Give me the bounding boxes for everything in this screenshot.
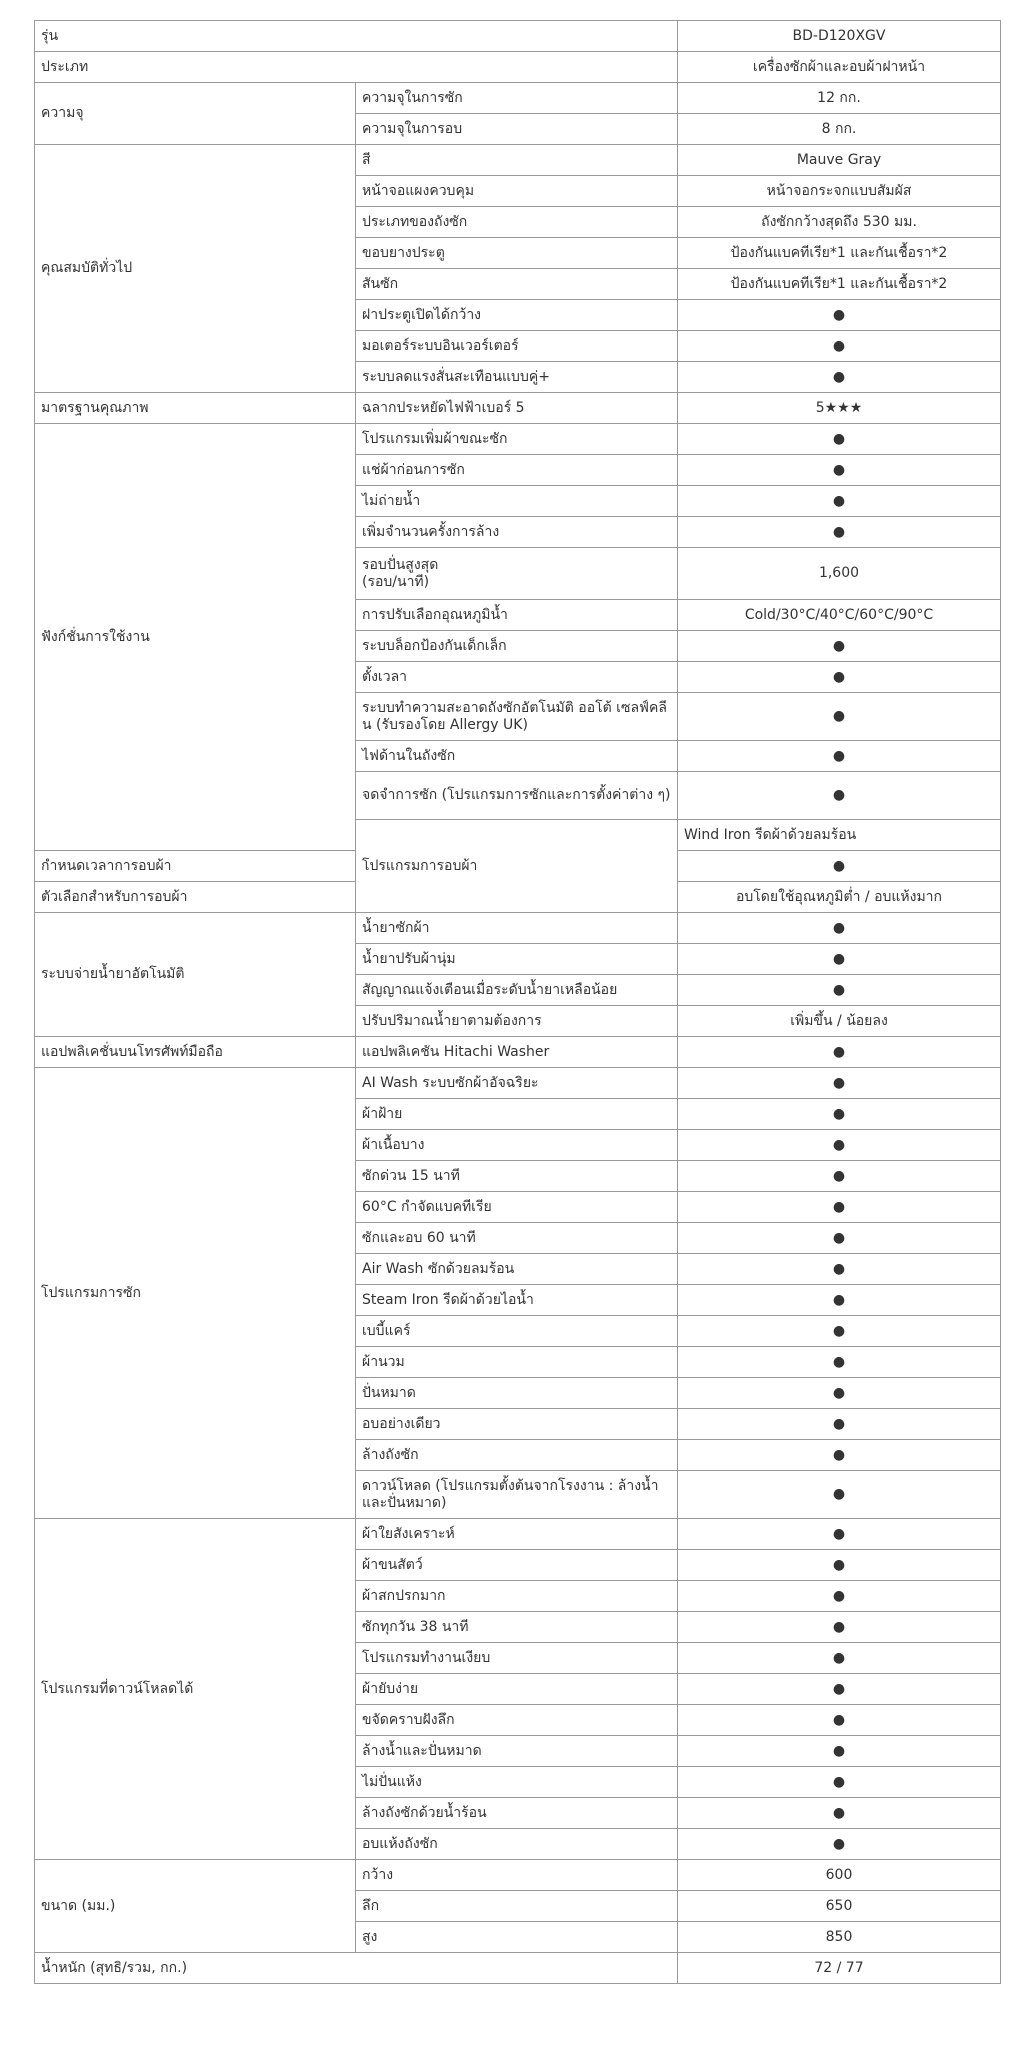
spec-feature: ระบบทำความสะอาดถังซักอัตโนมัติ ออโต้ เซลฟ์คลีน (รับรองโดย Allergy UK) — [356, 693, 678, 741]
spec-value-bullet: ● — [678, 1161, 1001, 1192]
spec-value-bullet: ● — [678, 362, 1001, 393]
spec-value: 5★★★ — [678, 393, 1001, 424]
spec-value-bullet: ● — [678, 693, 1001, 741]
spec-feature: ซักทุกวัน 38 นาที — [356, 1612, 678, 1643]
spec-value: เพิ่มขึ้น / น้อยลง — [678, 1006, 1001, 1037]
spec-value-bullet: ● — [678, 300, 1001, 331]
spec-value-bullet: ● — [678, 331, 1001, 362]
spec-feature: เบบี้แคร์ — [356, 1316, 678, 1347]
spec-value-bullet: ● — [678, 1643, 1001, 1674]
spec-value-bullet: ● — [678, 741, 1001, 772]
spec-feature: รอบปั่นสูงสุด (รอบ/นาที) — [356, 548, 678, 600]
spec-feature: ฝาประตูเปิดได้กว้าง — [356, 300, 678, 331]
spec-feature: หน้าจอแผงควบคุม — [356, 176, 678, 207]
spec-category: มาตรฐานคุณภาพ — [35, 393, 356, 424]
spec-value-bullet: ● — [678, 1130, 1001, 1161]
spec-feature: ความจุในการซัก — [356, 83, 678, 114]
spec-feature: ตั้งเวลา — [356, 662, 678, 693]
spec-value-bullet: ● — [678, 1068, 1001, 1099]
spec-value-bullet: ● — [678, 1099, 1001, 1130]
spec-feature: ไม่ปั่นแห้ง — [356, 1767, 678, 1798]
spec-row — [35, 424, 1001, 455]
spec-value: Mauve Gray — [678, 145, 1001, 176]
spec-feature: โปรแกรมทำงานเงียบ — [356, 1643, 678, 1674]
spec-feature: ระบบล็อกป้องกันเด็กเล็ก — [356, 631, 678, 662]
spec-category: คุณสมบัติทั่วไป — [35, 145, 356, 393]
spec-value: อบโดยใช้อุณหภูมิต่ำ / อบแห้งมาก — [678, 882, 1001, 913]
spec-feature: ปรับปริมาณน้ำยาตามต้องการ — [356, 1006, 678, 1037]
spec-row — [35, 1860, 1001, 1891]
spec-table — [34, 20, 1001, 1984]
spec-value-bullet: ● — [678, 662, 1001, 693]
spec-value: 850 — [678, 1922, 1001, 1953]
spec-value-bullet: ● — [678, 1736, 1001, 1767]
spec-value-bullet: ● — [678, 424, 1001, 455]
spec-feature: กำหนดเวลาการอบผ้า — [35, 851, 356, 882]
spec-feature: เพิ่มจำนวนครั้งการล้าง — [356, 517, 678, 548]
spec-row — [35, 1037, 1001, 1068]
spec-category: น้ำหนัก (สุทธิ/รวม, กก.) — [35, 1953, 678, 1984]
spec-value: Cold/30°C/40°C/60°C/90°C — [678, 600, 1001, 631]
spec-feature: ความจุในการอบ — [356, 114, 678, 145]
spec-value-bullet: ● — [678, 1674, 1001, 1705]
spec-category: โปรแกรมที่ดาวน์โหลดได้ — [35, 1519, 356, 1860]
spec-feature: ผ้าฝ้าย — [356, 1099, 678, 1130]
spec-feature: การปรับเลือกอุณหภูมิน้ำ — [356, 600, 678, 631]
spec-feature: ซักด่วน 15 นาที — [356, 1161, 678, 1192]
spec-feature: ตัวเลือกสำหรับการอบผ้า — [35, 882, 356, 913]
spec-value: 600 — [678, 1860, 1001, 1891]
spec-value: 650 — [678, 1891, 1001, 1922]
spec-feature: ฉลากประหยัดไฟฟ้าเบอร์ 5 — [356, 393, 678, 424]
spec-value: 12 กก. — [678, 83, 1001, 114]
spec-feature: ซักและอบ 60 นาที — [356, 1223, 678, 1254]
spec-value-bullet: ● — [678, 913, 1001, 944]
spec-value: เครื่องซักผ้าและอบผ้าฝาหน้า — [678, 52, 1001, 83]
spec-feature: ไฟด้านในถังซัก — [356, 741, 678, 772]
spec-row — [35, 1953, 1001, 1984]
spec-value-bullet: ● — [678, 1223, 1001, 1254]
spec-feature: ระบบลดแรงสั่นสะเทือนแบบคู่+ — [356, 362, 678, 393]
spec-feature: ดาวน์โหลด (โปรแกรมตั้งต้นจากโรงงาน : ล้างน้ำและปั่นหมาด) — [356, 1471, 678, 1519]
spec-table-body — [35, 21, 1001, 1984]
spec-value-bullet: ● — [678, 1409, 1001, 1440]
spec-value-bullet: ● — [678, 455, 1001, 486]
spec-category: ฟังก์ชั่นการใช้งาน — [35, 424, 356, 851]
spec-feature: ไม่ถ่ายน้ำ — [356, 486, 678, 517]
spec-row — [35, 913, 1001, 944]
spec-category: ความจุ — [35, 83, 356, 145]
spec-feature: AI Wash ระบบซักผ้าอัจฉริยะ — [356, 1068, 678, 1099]
spec-value-bullet: ● — [678, 1347, 1001, 1378]
spec-feature: Air Wash ซักด้วยลมร้อน — [356, 1254, 678, 1285]
spec-feature: โปรแกรมเพิ่มผ้าขณะซัก — [356, 424, 678, 455]
spec-value-bullet: ● — [678, 1285, 1001, 1316]
spec-feature: น้ำยาซักผ้า — [356, 913, 678, 944]
spec-value: ป้องกันแบคทีเรีย*1 และกันเชื้อรา*2 — [678, 269, 1001, 300]
spec-feature: สี — [356, 145, 678, 176]
spec-value: 1,600 — [678, 548, 1001, 600]
spec-value-bullet: ● — [678, 975, 1001, 1006]
spec-feature: ประเภทของถังซัก — [356, 207, 678, 238]
spec-value: BD-D120XGV — [678, 21, 1001, 52]
spec-category: ระบบจ่ายน้ำยาอัตโนมัติ — [35, 913, 356, 1037]
spec-feature: ผ้ายับง่าย — [356, 1674, 678, 1705]
spec-row — [35, 83, 1001, 114]
spec-feature: ผ้าใยสังเคราะห์ — [356, 1519, 678, 1550]
spec-feature: อบแห้งถังซัก — [356, 1829, 678, 1860]
spec-value-bullet: ● — [678, 1519, 1001, 1550]
spec-value-bullet: ● — [678, 1550, 1001, 1581]
spec-feature: แช่ผ้าก่อนการซัก — [356, 455, 678, 486]
spec-value-bullet: ● — [678, 772, 1001, 820]
spec-feature: ผ้าสกปรกมาก — [356, 1581, 678, 1612]
spec-value-bullet: ● — [678, 851, 1001, 882]
spec-value-bullet: ● — [678, 1612, 1001, 1643]
spec-feature: ผ้าขนสัตว์ — [356, 1550, 678, 1581]
spec-value-bullet: ● — [678, 1378, 1001, 1409]
spec-feature: Steam Iron รีดผ้าด้วยไอน้ำ — [356, 1285, 678, 1316]
spec-feature: ล้างน้ำและปั่นหมาด — [356, 1736, 678, 1767]
spec-feature: สัญญาณแจ้งเตือนเมื่อระดับน้ำยาเหลือน้อย — [356, 975, 678, 1006]
spec-value-bullet: ● — [678, 631, 1001, 662]
spec-row — [35, 145, 1001, 176]
spec-category: ประเภท — [35, 52, 678, 83]
spec-feature: ขจัดคราบฝังลึก — [356, 1705, 678, 1736]
spec-feature: 60°C กำจัดแบคทีเรีย — [356, 1192, 678, 1223]
spec-value-bullet: ● — [678, 1829, 1001, 1860]
spec-value: หน้าจอกระจกแบบสัมผัส — [678, 176, 1001, 207]
spec-category: โปรแกรมการซัก — [35, 1068, 356, 1519]
spec-feature: ผ้าเนื้อบาง — [356, 1130, 678, 1161]
spec-value-bullet: ● — [678, 1037, 1001, 1068]
spec-feature: แอปพลิเคชัน Hitachi Washer — [356, 1037, 678, 1068]
spec-row — [35, 52, 1001, 83]
spec-row — [35, 1519, 1001, 1550]
spec-feature: จดจำการซัก (โปรแกรมการซักและการตั้งค่าต่าง ๆ) — [356, 772, 678, 820]
spec-value: 8 กก. — [678, 114, 1001, 145]
spec-value-bullet: ● — [678, 1316, 1001, 1347]
spec-feature: กว้าง — [356, 1860, 678, 1891]
spec-feature: สูง — [356, 1922, 678, 1953]
spec-category: รุ่น — [35, 21, 678, 52]
spec-value-bullet: ● — [678, 517, 1001, 548]
spec-value: ถังซักกว้างสุดถึง 530 มม. — [678, 207, 1001, 238]
spec-feature: น้ำยาปรับผ้านุ่ม — [356, 944, 678, 975]
spec-value-bullet: ● — [678, 1471, 1001, 1519]
spec-value-bullet: ● — [678, 1705, 1001, 1736]
spec-value-bullet: ● — [678, 486, 1001, 517]
spec-feature: สันซัก — [356, 269, 678, 300]
spec-feature: Wind Iron รีดผ้าด้วยลมร้อน — [678, 820, 1001, 851]
spec-feature: ผ้านวม — [356, 1347, 678, 1378]
spec-value-bullet: ● — [678, 1581, 1001, 1612]
spec-value: ป้องกันแบคทีเรีย*1 และกันเชื้อรา*2 — [678, 238, 1001, 269]
spec-feature: ขอบยางประตู — [356, 238, 678, 269]
spec-value: 72 / 77 — [678, 1953, 1001, 1984]
spec-value-bullet: ● — [678, 1254, 1001, 1285]
spec-value-bullet: ● — [678, 1767, 1001, 1798]
spec-value-bullet: ● — [678, 1440, 1001, 1471]
spec-category: ขนาด (มม.) — [35, 1860, 356, 1953]
spec-category: โปรแกรมการอบผ้า — [356, 820, 678, 913]
spec-feature: อบอย่างเดียว — [356, 1409, 678, 1440]
spec-row — [35, 21, 1001, 52]
spec-value-bullet: ● — [678, 944, 1001, 975]
spec-row — [35, 393, 1001, 424]
spec-feature: ลึก — [356, 1891, 678, 1922]
spec-category: แอปพลิเคชั่นบนโทรศัพท์มือถือ — [35, 1037, 356, 1068]
spec-row — [35, 1068, 1001, 1099]
spec-feature: ปั่นหมาด — [356, 1378, 678, 1409]
spec-value-bullet: ● — [678, 1192, 1001, 1223]
spec-feature: ล้างถังซักด้วยน้ำร้อน — [356, 1798, 678, 1829]
spec-value-bullet: ● — [678, 1798, 1001, 1829]
spec-feature: มอเตอร์ระบบอินเวอร์เตอร์ — [356, 331, 678, 362]
spec-feature: ล้างถังซัก — [356, 1440, 678, 1471]
